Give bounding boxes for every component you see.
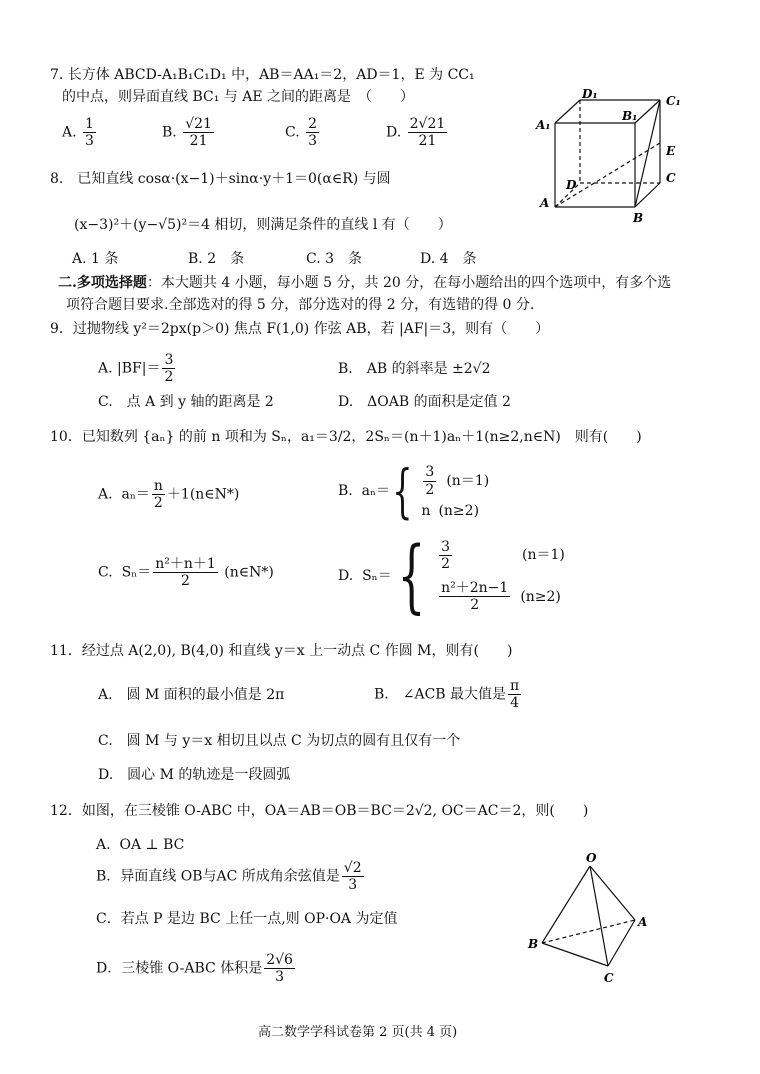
section2-line2: 项符合题目要求.全部选对的得 5 分，部分选对的得 2 分，有选错的得 0 分. <box>66 297 535 313</box>
q10-option-a: A. aₙ＝ $\frac{n}{2}$ ＋1(n∈N*) <box>98 478 240 512</box>
q12-stem: 12．如图，在三棱锥 O-ABC 中，OA＝AB＝OB＝BC＝2√2, OC＝AC＝2，则( ) <box>50 803 589 819</box>
label-C: C <box>666 171 676 185</box>
label-B: B <box>633 211 644 225</box>
q7-option-b: B. $\frac{√21}{21}$ <box>162 116 212 150</box>
label-C2: C <box>604 971 614 985</box>
q8-option-d: D. 4 条 <box>420 251 477 267</box>
q11-option-d: D. 圆心 M 的轨迹是一段圆弧 <box>98 767 291 783</box>
q12-option-c: C．若点 P 是边 BC 上任一点,则 OP·OA 为定值 <box>96 911 398 927</box>
q10-option-c: C. Sₙ＝ $\frac{\text{n²＋n＋1}}{2}$ (n∈N*) <box>98 556 274 590</box>
q9-option-c: C. 点 A 到 y 轴的距离是 2 <box>98 394 274 410</box>
q9-option-a: A. |BF|＝ $\frac{3}{2}$ <box>98 352 174 386</box>
q10-option-b: B. aₙ＝{ $\frac{3}{2}$ (n＝1) n (n≥2) <box>338 457 490 525</box>
q7-stem-line2: 的中点，则异面直线 BC₁ 与 AE 之间的距离是 （ ） <box>62 89 415 105</box>
label-B2: B <box>528 937 539 951</box>
q10-stem: 10．已知数列 {aₙ} 的前 n 项和为 Sₙ，a₁＝3/2，2Sₙ＝(n＋1)aₙ＋1(n≥2,n∈N) 则有( ) <box>50 429 642 445</box>
q7-option-d: D. $\frac{2√21}{21}$ <box>386 116 446 150</box>
label-E: E <box>666 144 676 158</box>
q9-option-b: B. AB 的斜率是 ±2√2 <box>338 361 491 377</box>
q8-stem-line1: 8. 已知直线 cosα·(x−1)＋sinα·y＋1＝0(α∈R) 与圆 <box>50 171 391 187</box>
label-A1: A₁ <box>536 118 551 132</box>
label-A: A <box>540 196 550 210</box>
q8-option-b: B. 2 条 <box>188 251 245 267</box>
pyramid-figure <box>520 848 660 988</box>
q8-option-a: A. 1 条 <box>72 251 119 267</box>
label-O: O <box>586 851 597 865</box>
q11-stem: 11．经过点 A(2,0), B(4,0) 和直线 y＝x 上一动点 C 作圆 M，则有( ) <box>50 643 513 659</box>
q7-option-a: A. $\frac{1}{3}$ <box>62 116 94 150</box>
label-C1: C₁ <box>666 94 681 108</box>
q9-option-d: D. ΔOAB 的面积是定值 2 <box>338 394 511 410</box>
q12-option-a: A. OA ⊥ BC <box>96 837 185 853</box>
label-B1: B₁ <box>622 109 638 123</box>
q7-option-c: C. $\frac{2}{3}$ <box>285 116 318 150</box>
q12-option-b: B．异面直线 OB与AC 所成角余弦值是 $\frac{√2}{3}$ <box>96 860 362 894</box>
q10-option-d: D. Sₙ＝{ $\frac{3}{2}$ (n＝1) $\frac{\text{n²＋2n−1}}{2}$ (n≥2) <box>338 529 565 622</box>
section2-line1: 二.多项选择题：本大题共 4 小题，每小题 5 分，共 20 分，在每小题给出的四个选项中，有多个选 <box>58 275 672 291</box>
q9-stem: 9．过抛物线 y²＝2px(p＞0) 焦点 F(1,0) 作弦 AB，若 |AF|＝3，则有（ ） <box>50 321 550 337</box>
q8-option-c: C. 3 条 <box>306 251 363 267</box>
q12-option-d: D．三棱锥 O-ABC 体积是 $\frac{2√6}{3}$ <box>96 952 293 986</box>
label-A2: A <box>638 915 648 929</box>
section2-title: 二.多项选择题 <box>58 275 147 291</box>
q8-stem-line2: (x−3)²＋(y−√5)²＝4 相切，则满足条件的直线 l 有（ ） <box>74 217 452 233</box>
q7-stem-line1: 7. 长方体 ABCD-A₁B₁C₁D₁ 中，AB＝AA₁＝2，AD＝1，E 为 CC₁ <box>50 67 475 83</box>
cuboid-figure <box>530 85 690 225</box>
q11-option-a: A. 圆 M 面积的最小值是 2π <box>98 687 285 703</box>
label-D1: D₁ <box>582 87 598 101</box>
page-footer: 高二数学学科试卷第 2 页(共 4 页) <box>258 1025 458 1040</box>
q11-option-b: B. ∠ACB 最大值是 $\frac{\pi}{4}$ <box>374 678 520 712</box>
label-D: D <box>566 178 577 192</box>
q11-option-c: C. 圆 M 与 y＝x 相切且以点 C 为切点的圆有且仅有一个 <box>98 733 461 749</box>
